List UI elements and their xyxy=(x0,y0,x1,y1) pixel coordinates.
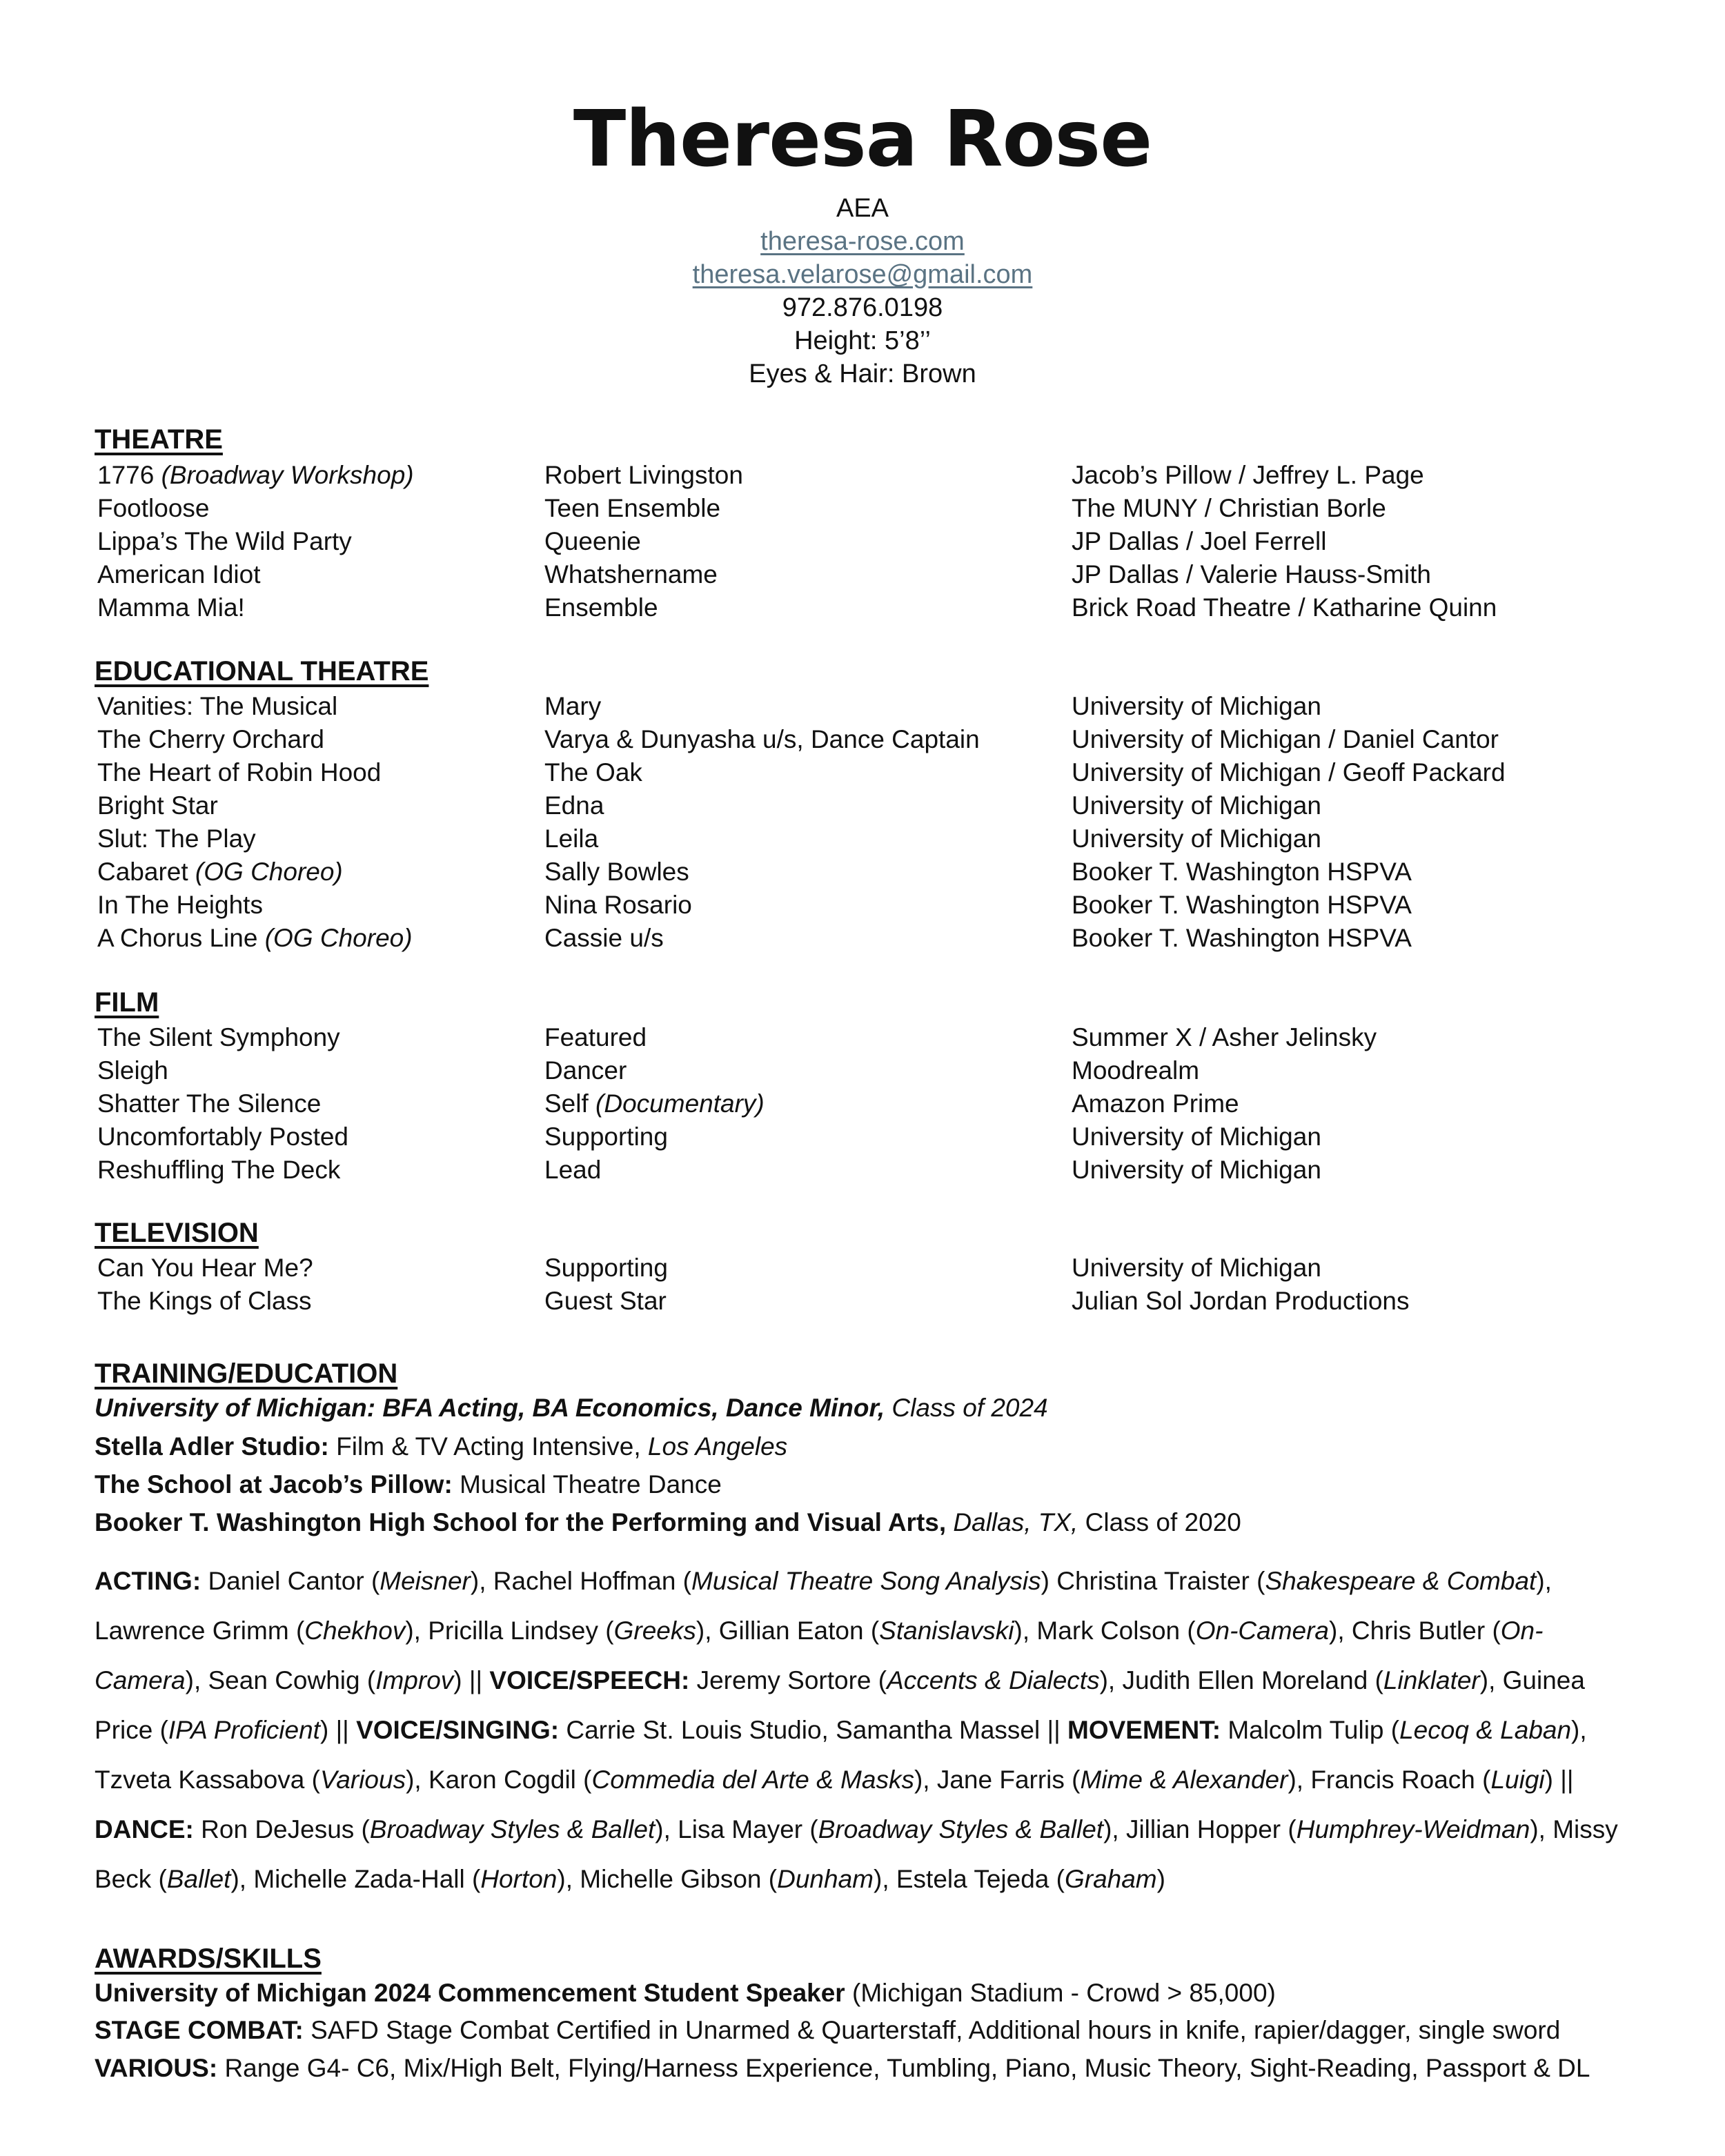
credit-show: Bright Star xyxy=(97,791,218,820)
teacher-name: Christina Traister xyxy=(1056,1567,1250,1595)
credit-role xyxy=(544,756,642,789)
credit-show: The Silent Symphony xyxy=(97,1023,340,1051)
training-stella-adler xyxy=(95,1430,1640,1464)
teacher-name: Mark Colson xyxy=(1036,1616,1181,1645)
credit-title xyxy=(97,1054,168,1087)
teacher-name: Jane Farris xyxy=(936,1766,1065,1794)
teacher-category-label: VOICE/SPEECH: xyxy=(489,1666,690,1694)
teacher-category-label: VOICE/SINGING: xyxy=(356,1716,560,1744)
credit-role-name: Ensemble xyxy=(544,593,658,622)
credit-row xyxy=(0,525,1725,558)
union-affiliation: AEA xyxy=(836,194,889,223)
credit-role xyxy=(544,856,689,889)
credit-title xyxy=(97,756,381,789)
teacher-separator: || xyxy=(1560,1766,1574,1794)
training-umich xyxy=(95,1391,1640,1425)
credit-row xyxy=(0,591,1725,624)
credit-row xyxy=(0,1021,1725,1054)
credit-show: Sleigh xyxy=(97,1056,168,1085)
credit-role xyxy=(544,1087,765,1120)
credit-title xyxy=(97,822,256,856)
credit-company: Julian Sol Jordan Productions xyxy=(1072,1287,1410,1315)
teacher-name: Michelle Gibson xyxy=(580,1865,762,1893)
credit-role-name: Supporting xyxy=(544,1122,668,1151)
credit-company: University of Michigan / Daniel Cantor xyxy=(1072,725,1499,753)
credit-company: University of Michigan / Geoff Packard xyxy=(1072,758,1506,787)
credit-company: JP Dallas / Joel Ferrell xyxy=(1072,527,1327,555)
credit-show: Slut: The Play xyxy=(97,824,256,853)
teacher-category-label: MOVEMENT: xyxy=(1067,1716,1221,1744)
credit-row xyxy=(0,789,1725,822)
credit-role-name: Mary xyxy=(544,692,602,720)
credit-show: Cabaret xyxy=(97,858,188,886)
skill-stage-combat xyxy=(95,2013,1640,2048)
teacher-name: Pricilla Lindsey xyxy=(428,1616,598,1645)
credit-company: University of Michigan xyxy=(1072,824,1321,853)
training-stella-program: Film & TV Acting Intensive, xyxy=(336,1432,641,1461)
teacher-name: Malcolm Tulip xyxy=(1228,1716,1384,1744)
credit-show: The Heart of Robin Hood xyxy=(97,758,382,787)
credit-title xyxy=(97,492,210,525)
email-link[interactable]: theresa.velarose@gmail.com xyxy=(692,260,1033,289)
credit-show: In The Heights xyxy=(97,891,263,919)
teacher-name: Sean Cowhig xyxy=(208,1666,360,1694)
credit-show: Lippa’s The Wild Party xyxy=(97,527,352,555)
teacher-name: Ron DeJesus xyxy=(201,1815,355,1843)
section-title-television: TELEVISION xyxy=(95,1218,259,1248)
credit-role-name: Supporting xyxy=(544,1254,668,1282)
credit-row xyxy=(0,459,1725,492)
credit-row xyxy=(0,922,1725,955)
credit-title xyxy=(97,1252,313,1285)
phone-number: 972.876.0198 xyxy=(782,293,943,322)
credit-show: A Chorus Line xyxy=(97,924,258,952)
credit-role-name: Featured xyxy=(544,1023,647,1051)
teacher-focus: Commedia del Arte & Masks xyxy=(591,1766,914,1794)
credit-role-name: Nina Rosario xyxy=(544,891,692,919)
credit-role-name: Guest Star xyxy=(544,1287,667,1315)
credit-row xyxy=(0,756,1725,789)
credit-show: Uncomfortably Posted xyxy=(97,1122,349,1151)
credit-role-name: Robert Livingston xyxy=(544,461,743,489)
height-info: Height: 5’8’’ xyxy=(794,326,931,355)
teacher-name: Lawrence Grimm xyxy=(95,1616,289,1645)
credit-show-note: (OG Choreo) xyxy=(264,924,413,952)
teacher-separator: || xyxy=(469,1666,483,1694)
credit-row xyxy=(0,690,1725,723)
credit-role xyxy=(544,1054,627,1087)
skill-various-text: Range G4- C6, Mix/High Belt, Flying/Harness Experience, Tumbling, Piano, Music Theory, Sight-Reading, Passport & DL xyxy=(224,2054,1590,2082)
credit-show: Mamma Mia! xyxy=(97,593,245,622)
teacher-focus: Broadway Styles & Ballet xyxy=(369,1815,656,1843)
teacher-focus: Broadway Styles & Ballet xyxy=(818,1815,1104,1843)
credit-role-name: Dancer xyxy=(544,1056,627,1085)
teacher-separator: || xyxy=(335,1716,349,1744)
credit-company: Booker T. Washington HSPVA xyxy=(1072,924,1412,952)
skill-stage-combat-text: SAFD Stage Combat Certified in Unarmed & Quarterstaff, Additional hours in knife, rapier/dagger, single sword xyxy=(310,2016,1561,2044)
section-title-theatre: THEATRE xyxy=(95,424,223,455)
credit-show: The Kings of Class xyxy=(97,1287,312,1315)
credit-company: University of Michigan xyxy=(1072,1156,1321,1184)
teacher-focus: Meisner xyxy=(379,1567,471,1595)
credit-title xyxy=(97,1120,348,1154)
credit-row xyxy=(0,1285,1725,1318)
credit-title xyxy=(97,459,414,492)
teacher-name: Daniel Cantor xyxy=(208,1567,364,1595)
training-btw-place: Dallas, TX, xyxy=(953,1508,1078,1536)
credit-show: Vanities: The Musical xyxy=(97,692,338,720)
credit-title xyxy=(97,1154,340,1187)
teacher-name: Tzveta Kassabova xyxy=(95,1766,305,1794)
credit-show-note: (OG Choreo) xyxy=(195,858,343,886)
skill-various-label: VARIOUS: xyxy=(95,2054,218,2082)
resume-name: Theresa Rose xyxy=(573,95,1152,184)
credit-title xyxy=(97,922,413,955)
section-title-educational-theatre: EDUCATIONAL THEATRE xyxy=(95,656,429,686)
credit-role-name: The Oak xyxy=(544,758,642,787)
credit-role-name: Whatshername xyxy=(544,560,718,589)
teacher-category-label: DANCE: xyxy=(95,1815,194,1843)
credit-title xyxy=(97,856,343,889)
credit-company: Jacob’s Pillow / Jeffrey L. Page xyxy=(1072,461,1424,489)
credit-company: University of Michigan xyxy=(1072,1254,1321,1282)
credit-company: Booker T. Washington HSPVA xyxy=(1072,858,1412,886)
teacher-name: Lisa Mayer xyxy=(678,1815,803,1843)
credit-title xyxy=(97,789,218,822)
credit-role xyxy=(544,459,743,492)
teacher-focus: Improv xyxy=(375,1666,454,1694)
credit-row xyxy=(0,1120,1725,1154)
credit-role-name: Teen Ensemble xyxy=(544,494,721,522)
credit-role xyxy=(544,1154,601,1187)
credit-row xyxy=(0,822,1725,856)
eyes-hair-info: Eyes & Hair: Brown xyxy=(749,359,976,388)
credit-show: Reshuffling The Deck xyxy=(97,1156,341,1184)
teacher-focus: Shakespeare & Combat xyxy=(1265,1567,1537,1595)
teacher-focus: Accents & Dialects xyxy=(887,1666,1100,1694)
teacher-focus: Various xyxy=(320,1766,406,1794)
credit-role xyxy=(544,723,980,756)
training-jacobs-pillow xyxy=(95,1467,1640,1502)
credit-company: Booker T. Washington HSPVA xyxy=(1072,891,1412,919)
credit-role xyxy=(544,922,664,955)
credit-role xyxy=(544,525,641,558)
award-speaker-detail: (Michigan Stadium - Crowd > 85,000) xyxy=(852,1979,1276,2007)
credit-row xyxy=(0,1252,1725,1285)
credit-role-name: Lead xyxy=(544,1156,602,1184)
credit-role-name: Edna xyxy=(544,791,604,820)
training-btw-name: Booker T. Washington High School for the Performing and Visual Arts, xyxy=(95,1508,947,1536)
credit-role xyxy=(544,558,718,591)
teacher-focus: Mime & Alexander xyxy=(1080,1766,1288,1794)
teacher-name: Carrie St. Louis Studio, Samantha Massel xyxy=(566,1716,1041,1744)
credit-show: Can You Hear Me? xyxy=(97,1254,313,1282)
website-link[interactable]: theresa-rose.com xyxy=(760,227,965,256)
credit-company: JP Dallas / Valerie Hauss-Smith xyxy=(1072,560,1431,589)
credit-company: The MUNY / Christian Borle xyxy=(1072,494,1386,522)
credit-role-name: Cassie u/s xyxy=(544,924,664,952)
teacher-focus: Humphrey-Weidman xyxy=(1296,1815,1530,1843)
teacher-focus: Graham xyxy=(1064,1865,1157,1893)
skill-various xyxy=(95,2051,1640,2086)
credit-title xyxy=(97,1087,321,1120)
award-speaker xyxy=(95,1976,1640,2010)
credit-row xyxy=(0,723,1725,756)
credit-role xyxy=(544,1021,647,1054)
credit-company: University of Michigan xyxy=(1072,791,1321,820)
training-btw-class: Class of 2020 xyxy=(1085,1508,1241,1536)
training-umich-class: Class of 2024 xyxy=(891,1394,1048,1422)
credit-role xyxy=(544,1120,668,1154)
teacher-name: Jeremy Sortore xyxy=(696,1666,871,1694)
credit-role-name: Leila xyxy=(544,824,599,853)
teacher-name: Rachel Hoffman xyxy=(493,1567,676,1595)
teachers-paragraph: ACTING: Daniel Cantor (Meisner), Rachel Hoffman (Musical Theatre Song Analysis) Christina Traister (Shakespeare & Combat), Lawrence Grimm (Chekhov), Pricilla Lindsey (Greeks), Gillian Eaton (Stanislavski), Mark Colson (On-Camera), Chris Butler (On-Camera), Sean Cowhig (Improv) || VOICE/SPEECH: Jeremy Sortore (Accents & Dialects), Judith Ellen Moreland (Linklater), Guinea Price (IPA Proficient) || VOICE/SINGING: Carrie St. Louis Studio, Samantha Massel || MOVEMENT: Malcolm Tulip (Lecoq & Laban), Tzveta Kassabova (Various), Karon Cogdil (Commedia del Arte & Masks), Jane Farris (Mime & Alexander), Francis Roach (Luigi) || DANCE: Ron DeJesus (Broadway Styles & Ballet), Lisa Mayer (Broadway Styles & Ballet), Jillian Hopper (Humphrey-Weidman), Missy Beck (Ballet), Michelle Zada-Hall (Horton), Michelle Gibson (Dunham), Estela Tejeda (Graham) xyxy=(95,1567,1618,1893)
teacher-name: Guinea Price xyxy=(95,1666,1585,1744)
credit-title xyxy=(97,558,261,591)
teacher-focus: Dunham xyxy=(777,1865,874,1893)
teacher-focus: Musical Theatre Song Analysis xyxy=(691,1567,1041,1595)
training-pillow-program: Musical Theatre Dance xyxy=(460,1470,722,1499)
teacher-name: Chris Butler xyxy=(1351,1616,1486,1645)
credit-show: American Idiot xyxy=(97,560,261,589)
training-stella-name: Stella Adler Studio: xyxy=(95,1432,329,1461)
teacher-focus: Horton xyxy=(480,1865,558,1893)
skill-stage-combat-label: STAGE COMBAT: xyxy=(95,2016,304,2044)
teacher-name: Karon Cogdil xyxy=(428,1766,576,1794)
credit-title xyxy=(97,1285,312,1318)
credit-company: Amazon Prime xyxy=(1072,1089,1239,1118)
teacher-name: Jillian Hopper xyxy=(1125,1815,1281,1843)
section-title-training: TRAINING/EDUCATION xyxy=(95,1358,398,1389)
teacher-focus: Ballet xyxy=(166,1865,231,1893)
credit-role xyxy=(544,822,598,856)
credit-row xyxy=(0,889,1725,922)
credit-role-name: Queenie xyxy=(544,527,641,555)
credit-row xyxy=(0,492,1725,525)
teacher-focus: Linklater xyxy=(1383,1666,1480,1694)
credit-role xyxy=(544,789,604,822)
credit-title xyxy=(97,889,263,922)
credit-row xyxy=(0,558,1725,591)
credit-show-note: (Broadway Workshop) xyxy=(161,461,414,489)
credit-show: Footloose xyxy=(97,494,210,522)
credit-company: Summer X / Asher Jelinsky xyxy=(1072,1023,1377,1051)
teacher-focus: Greeks xyxy=(613,1616,696,1645)
credit-role xyxy=(544,1252,668,1285)
teacher-focus: Chekhov xyxy=(304,1616,406,1645)
credit-title xyxy=(97,1021,340,1054)
credit-company: Brick Road Theatre / Katharine Quinn xyxy=(1072,593,1497,622)
training-booker-t xyxy=(95,1505,1640,1540)
teacher-focus: On-Camera xyxy=(1195,1616,1329,1645)
teacher-focus: Stanislavski xyxy=(879,1616,1014,1645)
credit-show: 1776 xyxy=(97,461,155,489)
section-title-film: FILM xyxy=(95,987,159,1018)
award-speaker-title: University of Michigan 2024 Commencement Student Speaker xyxy=(95,1979,845,2007)
teacher-focus: Luigi xyxy=(1490,1766,1545,1794)
teacher-category-label: ACTING: xyxy=(95,1567,201,1595)
credit-role xyxy=(544,492,720,525)
credit-row xyxy=(0,1054,1725,1087)
credit-show: Shatter The Silence xyxy=(97,1089,322,1118)
credit-role xyxy=(544,889,692,922)
credit-company: University of Michigan xyxy=(1072,692,1321,720)
teacher-name: Judith Ellen Moreland xyxy=(1122,1666,1368,1694)
teacher-focus: On-Camera xyxy=(95,1616,1544,1694)
teacher-focus: IPA Proficient xyxy=(168,1716,320,1744)
credit-title xyxy=(97,723,324,756)
training-pillow-name: The School at Jacob’s Pillow: xyxy=(95,1470,453,1499)
credit-company: Moodrealm xyxy=(1072,1056,1200,1085)
credit-show: The Cherry Orchard xyxy=(97,725,324,753)
section-title-awards: AWARDS/SKILLS xyxy=(95,1944,322,1974)
credit-company: University of Michigan xyxy=(1072,1122,1321,1151)
credit-row xyxy=(0,1087,1725,1120)
teacher-separator: || xyxy=(1047,1716,1061,1744)
teacher-focus: Lecoq & Laban xyxy=(1399,1716,1572,1744)
credit-role-name: Self xyxy=(544,1089,589,1118)
teacher-name: Missy Beck xyxy=(95,1815,1618,1893)
training-umich-degree: University of Michigan: BFA Acting, BA Economics, Dance Minor, xyxy=(95,1394,885,1422)
credit-title xyxy=(97,690,337,723)
credit-role-note: (Documentary) xyxy=(595,1089,765,1118)
credit-title xyxy=(97,591,245,624)
credit-role-name: Sally Bowles xyxy=(544,858,689,886)
teacher-name: Gillian Eaton xyxy=(718,1616,864,1645)
training-stella-place: Los Angeles xyxy=(647,1432,788,1461)
credit-role xyxy=(544,690,601,723)
credit-row xyxy=(0,856,1725,889)
credit-role-name: Varya & Dunyasha u/s, Dance Captain xyxy=(544,725,980,753)
teacher-name: Estela Tejeda xyxy=(896,1865,1049,1893)
credit-row xyxy=(0,1154,1725,1187)
teacher-name: Francis Roach xyxy=(1310,1766,1475,1794)
teacher-name: Michelle Zada-Hall xyxy=(253,1865,465,1893)
credit-role xyxy=(544,591,658,624)
credit-role xyxy=(544,1285,667,1318)
credit-title xyxy=(97,525,352,558)
